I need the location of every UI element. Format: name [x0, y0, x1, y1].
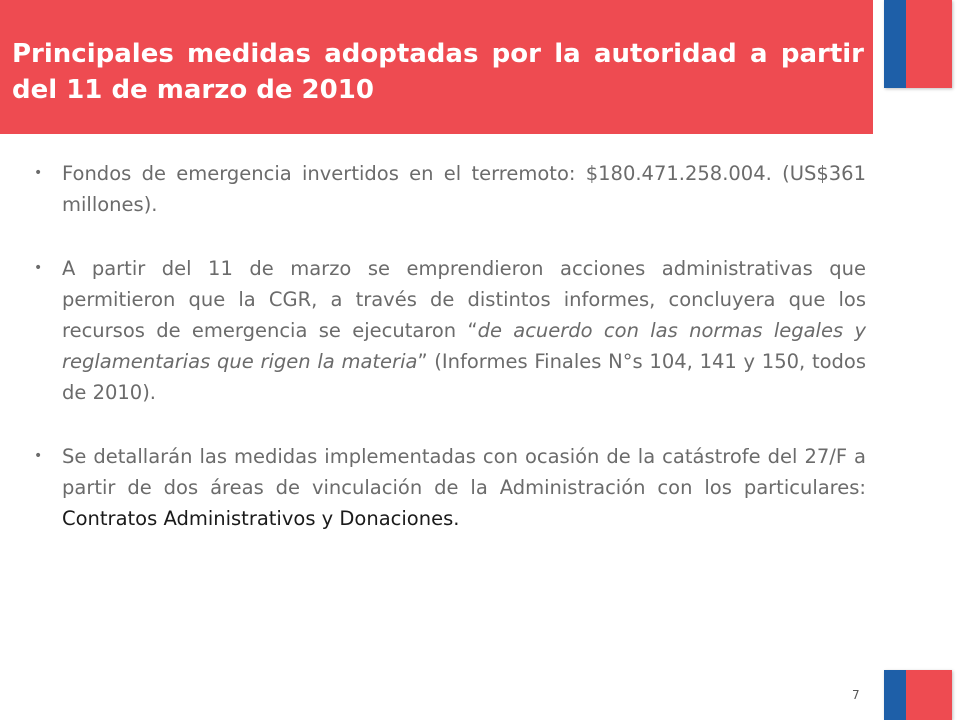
flag-red-stripe [906, 670, 952, 720]
bullet-icon: • [34, 165, 43, 181]
bullet-text [62, 253, 866, 408]
bullet-icon: • [34, 260, 43, 276]
title-band [0, 0, 873, 134]
slide-title: Principales medidas adoptadas por la autoridad a partir del 11 de marzo de 2010 [12, 39, 864, 105]
flag-decoration-bottom [884, 670, 952, 720]
slide-body [34, 158, 866, 567]
bullet-text-part: A partir del 11 de marzo se emprendieron acciones administrativas que permitieron que la CGR, a través de distintos informes, concluyera que los recursos de emergencia se ejecutaron “ [62, 257, 866, 342]
bullet-item [34, 158, 866, 220]
bullet-icon: • [34, 448, 43, 464]
bullet-text-part: ” (Informes Finales N°s 104, 141 y 150, todos de 2010). [62, 350, 866, 404]
flag-red-stripe [906, 0, 952, 88]
bullet-text-part: Se detallarán las medidas implementadas con ocasión de la catástrofe del 27/F a partir de dos áreas de vinculación de la Administración con los particulares: [62, 445, 866, 499]
bullet-item [34, 253, 866, 408]
flag-decoration-top [884, 0, 952, 88]
flag-blue-stripe [884, 0, 906, 88]
page-number: 7 [852, 688, 860, 702]
bullet-text [62, 441, 866, 534]
bullet-text-highlight: Contratos Administrativos y Donaciones. [62, 507, 460, 530]
bullet-text: Fondos de emergencia invertidos en el terremoto: $180.471.258.004. (US$361 millones). [62, 162, 866, 216]
flag-blue-stripe [884, 670, 906, 720]
bullet-item [34, 441, 866, 534]
bullet-text-italic: de acuerdo con las normas legales y reglamentarias que rigen la materia [62, 319, 866, 373]
